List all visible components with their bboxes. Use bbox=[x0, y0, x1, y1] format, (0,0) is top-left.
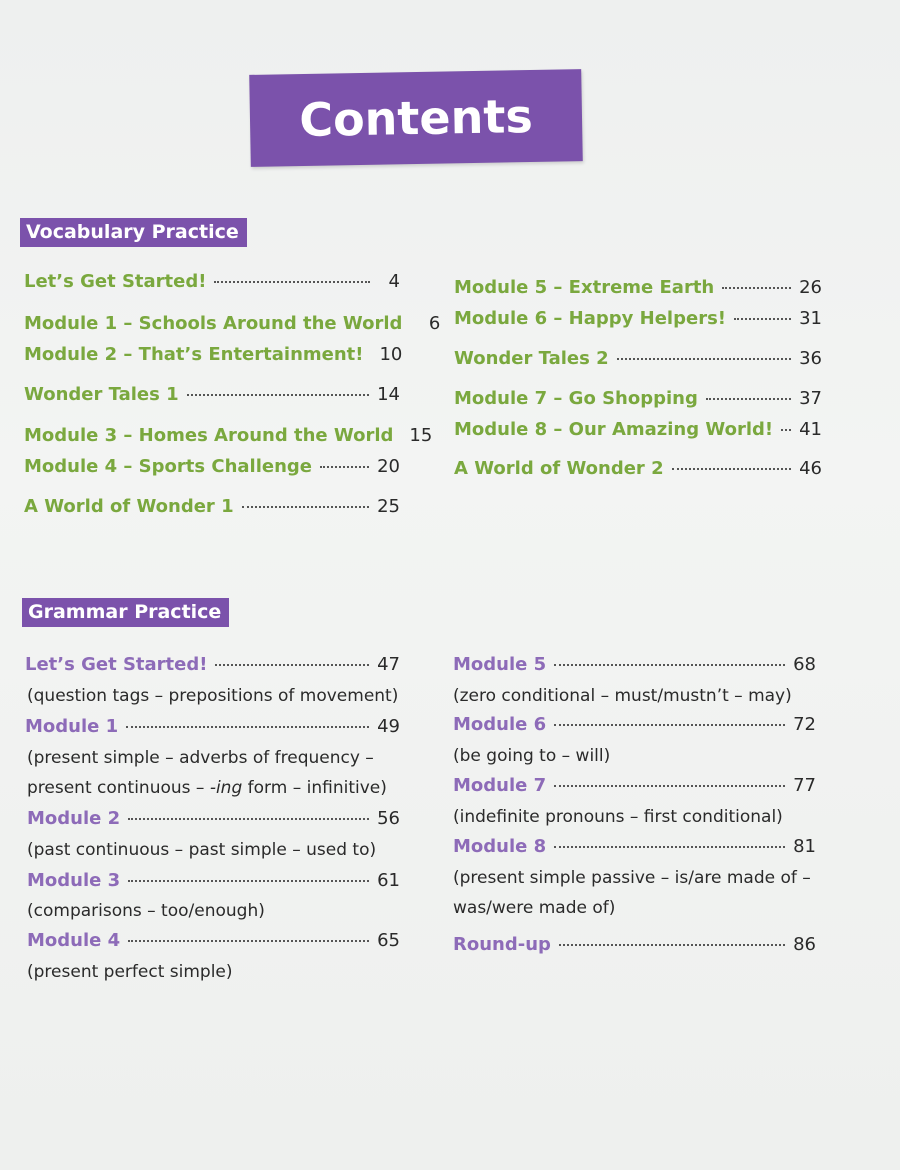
toc-entry[interactable] bbox=[454, 388, 822, 409]
leader-dots bbox=[214, 281, 370, 283]
toc-entry-topics: (present simple passive – is/are made of – bbox=[453, 868, 811, 888]
leader-dots bbox=[128, 940, 369, 942]
toc-entry[interactable] bbox=[27, 930, 400, 951]
toc-entry-label: Module 7 bbox=[453, 775, 547, 796]
leader-dots bbox=[706, 398, 791, 400]
toc-entry-label: Module 2 bbox=[27, 808, 121, 829]
grammar-practice-heading: Grammar Practice bbox=[22, 598, 229, 627]
toc-entry-page: 61 bbox=[377, 870, 400, 891]
toc-entry[interactable] bbox=[453, 836, 816, 857]
toc-entry[interactable] bbox=[453, 714, 816, 735]
toc-entry[interactable] bbox=[454, 348, 822, 369]
toc-entry[interactable] bbox=[25, 654, 400, 675]
leader-dots bbox=[722, 287, 791, 289]
toc-entry-page: 65 bbox=[377, 930, 400, 951]
toc-entry-label: Module 1 bbox=[25, 716, 119, 737]
leader-dots bbox=[734, 318, 791, 320]
toc-entry[interactable] bbox=[27, 870, 400, 891]
leader-dots bbox=[242, 506, 370, 508]
toc-entry-topics: (zero conditional – must/mustn’t – may) bbox=[453, 686, 792, 706]
toc-entry-label: Module 3 bbox=[27, 870, 121, 891]
toc-entry-label: Module 6 bbox=[453, 714, 547, 735]
toc-entry-page: 37 bbox=[799, 388, 822, 409]
toc-entry-page: 47 bbox=[377, 654, 400, 675]
toc-entry-label: Module 3 – Homes Around the World bbox=[24, 425, 394, 446]
leader-dots bbox=[554, 664, 785, 666]
toc-entry[interactable] bbox=[453, 934, 816, 955]
toc-entry[interactable] bbox=[24, 344, 403, 365]
toc-entry-label: Module 6 – Happy Helpers! bbox=[454, 308, 726, 329]
toc-entry[interactable] bbox=[24, 271, 400, 292]
toc-entry-label: Module 4 – Sports Challenge bbox=[24, 456, 312, 477]
toc-entry-page: 10 bbox=[379, 344, 403, 365]
toc-entry-label: Wonder Tales 2 bbox=[454, 348, 609, 369]
toc-entry-topics: (past continuous – past simple – used to) bbox=[27, 840, 377, 860]
leader-dots bbox=[554, 785, 785, 787]
leader-dots bbox=[126, 726, 369, 728]
page-title: Contents bbox=[298, 88, 534, 148]
toc-entry[interactable] bbox=[454, 458, 822, 479]
toc-entry-label: Wonder Tales 1 bbox=[24, 384, 179, 405]
toc-entry[interactable] bbox=[24, 456, 400, 477]
toc-entry-label: A World of Wonder 2 bbox=[454, 458, 664, 479]
toc-entry[interactable] bbox=[454, 419, 822, 440]
toc-entry-label: Let’s Get Started! bbox=[25, 654, 208, 675]
toc-entry[interactable] bbox=[24, 425, 433, 446]
toc-entry-page: 20 bbox=[377, 456, 400, 477]
leader-dots bbox=[187, 394, 369, 396]
toc-entry-page: 4 bbox=[388, 271, 400, 292]
toc-entry-page: 41 bbox=[799, 419, 822, 440]
toc-entry-label: A World of Wonder 1 bbox=[24, 496, 234, 517]
leader-dots bbox=[554, 724, 785, 726]
leader-dots bbox=[554, 846, 785, 848]
contents-title-banner bbox=[249, 69, 583, 167]
toc-entry-topics: (be going to – will) bbox=[453, 746, 611, 766]
toc-entry-label: Module 1 – Schools Around the World bbox=[24, 313, 403, 334]
toc-entry[interactable] bbox=[27, 808, 400, 829]
toc-entry-page: 72 bbox=[793, 714, 816, 735]
vocabulary-practice-heading: Vocabulary Practice bbox=[20, 218, 247, 247]
toc-entry-topics: present continuous – -ing form – infinitive) bbox=[27, 778, 387, 798]
toc-entry-page: 15 bbox=[409, 425, 433, 446]
leader-dots bbox=[617, 358, 791, 360]
toc-entry[interactable] bbox=[25, 716, 400, 737]
toc-entry[interactable] bbox=[454, 308, 822, 329]
toc-entry-page: 86 bbox=[793, 934, 816, 955]
toc-entry-label: Module 2 – That’s Entertainment! bbox=[24, 344, 364, 365]
toc-entry-topics: was/were made of) bbox=[453, 898, 616, 918]
leader-dots bbox=[781, 429, 791, 431]
toc-entry-label: Module 7 – Go Shopping bbox=[454, 388, 698, 409]
toc-entry-topics: (indefinite pronouns – first conditional) bbox=[453, 807, 783, 827]
toc-entry-topics: (comparisons – too/enough) bbox=[27, 901, 265, 921]
toc-entry[interactable] bbox=[453, 654, 816, 675]
toc-entry-page: 81 bbox=[793, 836, 816, 857]
toc-entry-page: 46 bbox=[799, 458, 822, 479]
toc-entry-page: 56 bbox=[377, 808, 400, 829]
toc-entry-label: Module 8 bbox=[453, 836, 547, 857]
toc-entry-page: 36 bbox=[799, 348, 822, 369]
toc-entry[interactable] bbox=[24, 313, 441, 334]
leader-dots bbox=[128, 880, 369, 882]
toc-entry-page: 26 bbox=[799, 277, 822, 298]
leader-dots bbox=[559, 944, 785, 946]
toc-entry-label: Let’s Get Started! bbox=[24, 271, 207, 292]
toc-entry[interactable] bbox=[24, 496, 400, 517]
toc-entry-topics: (question tags – prepositions of movement) bbox=[27, 686, 399, 706]
toc-entry-page: 6 bbox=[428, 313, 441, 334]
toc-entry-label: Round-up bbox=[453, 934, 551, 955]
leader-dots bbox=[672, 468, 792, 470]
leader-dots bbox=[128, 818, 369, 820]
toc-entry-page: 14 bbox=[377, 384, 400, 405]
toc-entry-page: 49 bbox=[377, 716, 400, 737]
leader-dots bbox=[215, 664, 369, 666]
toc-entry-page: 77 bbox=[793, 775, 816, 796]
toc-entry-topics: (present perfect simple) bbox=[27, 962, 233, 982]
toc-entry-page: 25 bbox=[377, 496, 400, 517]
toc-entry-label: Module 5 – Extreme Earth bbox=[454, 277, 715, 298]
leader-dots bbox=[320, 466, 369, 468]
toc-entry-page: 31 bbox=[799, 308, 822, 329]
toc-entry-label: Module 5 bbox=[453, 654, 547, 675]
toc-entry[interactable] bbox=[454, 277, 822, 298]
toc-entry-label: Module 8 – Our Amazing World! bbox=[454, 419, 774, 440]
toc-entry-page: 68 bbox=[793, 654, 816, 675]
toc-entry-topics: (present simple – adverbs of frequency – bbox=[27, 748, 374, 768]
toc-entry[interactable] bbox=[453, 775, 816, 796]
toc-entry-label: Module 4 bbox=[27, 930, 121, 951]
toc-entry[interactable] bbox=[24, 384, 400, 405]
